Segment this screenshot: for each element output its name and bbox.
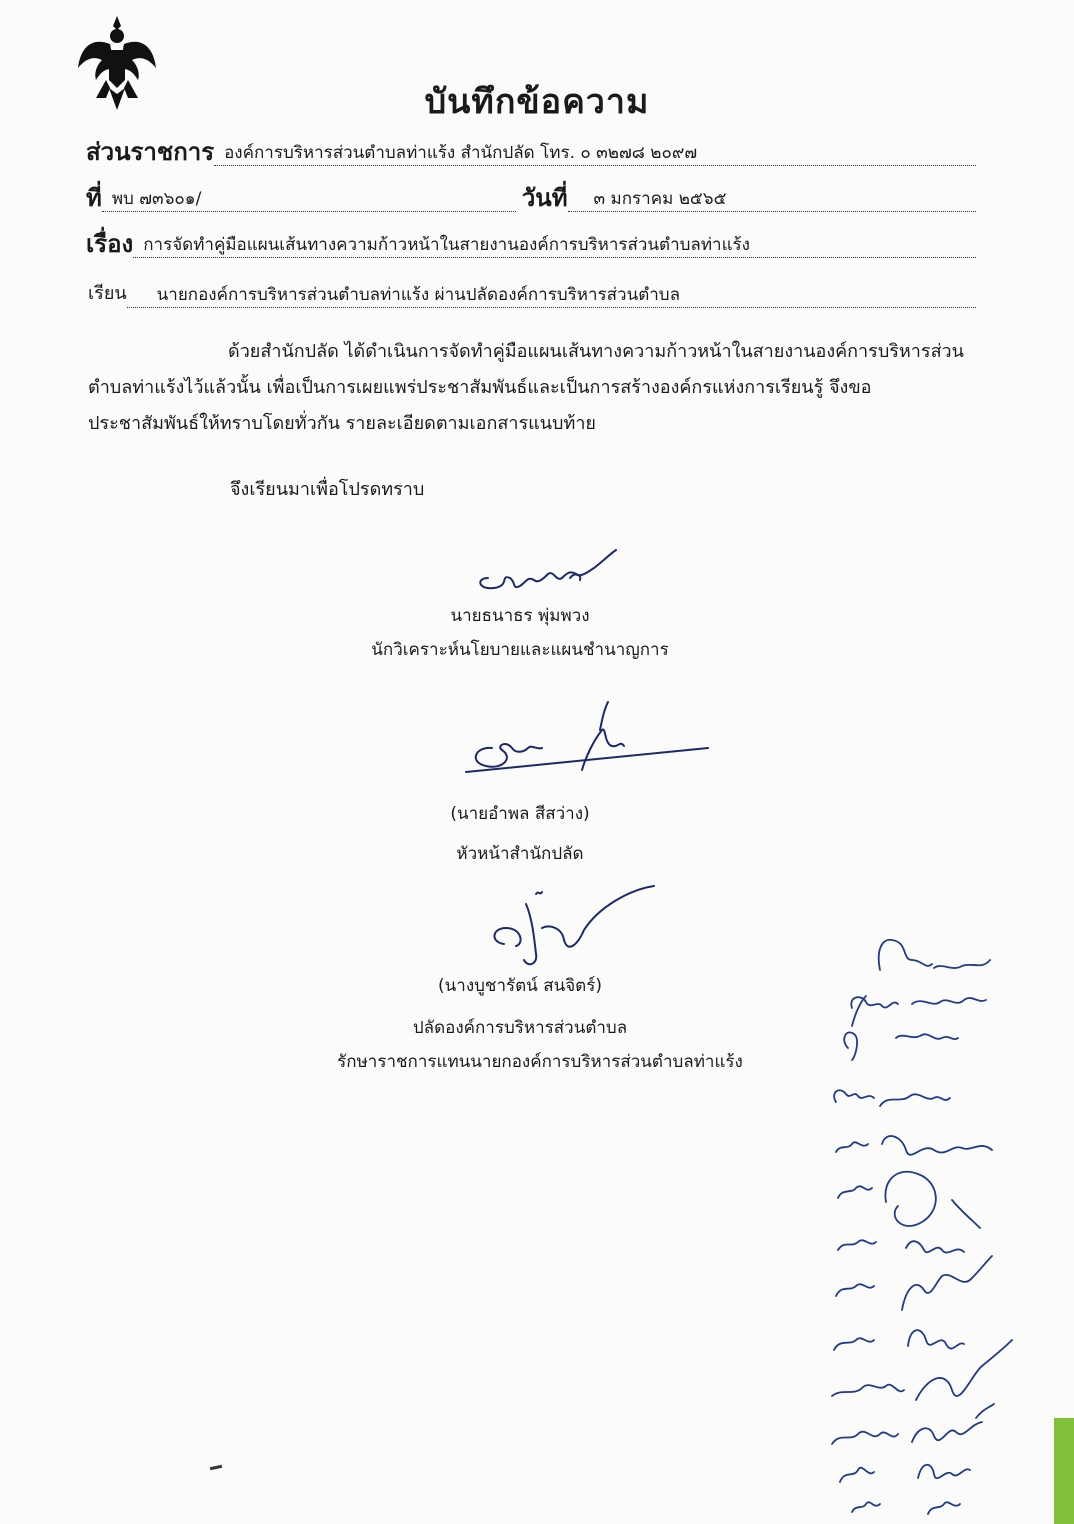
handwritten-acknowledgements xyxy=(822,930,1022,1520)
signatory-1-name: นายธนาธร พุ่มพวง xyxy=(450,606,590,626)
agency-value: องค์การบริหารส่วนตำบลท่าแร้ง สำนักปลัด โทร. ๐ ๓๒๗๘ ๒๐๙๗ xyxy=(214,142,976,166)
signature-2 xyxy=(462,700,712,784)
page-title: บันทึกข้อความ xyxy=(424,82,650,122)
signature-1 xyxy=(470,548,620,596)
subject-row xyxy=(86,230,976,258)
signatory-1-position: นักวิเคราะห์นโยบายและแผนชำนาญการ xyxy=(371,640,669,660)
ref-label: ที่ xyxy=(86,184,102,212)
subject-label: เรื่อง xyxy=(86,230,134,258)
agency-row xyxy=(86,138,976,166)
signatory-3-position: ปลัดองค์การบริหารส่วนตำบล xyxy=(412,1018,628,1038)
signatory-2-position: หัวหน้าสำนักปลัด xyxy=(456,844,584,864)
signature-3 xyxy=(488,884,658,972)
subject-value: การจัดทำคู่มือแผนเส้นทางความก้าวหน้าในสายงานองค์การบริหารส่วนตำบลท่าแร้ง xyxy=(133,234,976,258)
date-label: วันที่ xyxy=(521,184,568,212)
ref-date-row xyxy=(86,184,976,212)
signatory-3-name: (นางบูชารัตน์ สนจิตร์) xyxy=(438,976,602,996)
body-text: ด้วยสำนักปลัด ได้ดำเนินการจัดทำคู่มือแผนเส้นทางความก้าวหน้าในสายงานองค์การบริหารส่วนตำบลท่าแร้งไว้แล้วนั้น เพื่อเป็นการเผยแพร่ประชาสัมพันธ์และเป็นการสร้างองค์กรแห่งการเรียนรู้ จึงขอประชาสัมพันธ์ให้ทราบโดยทั่วกัน รายละเอียดตามเอกสารแนบท้าย xyxy=(88,341,964,434)
agency-label: ส่วนราชการ xyxy=(86,138,215,166)
to-label: เรียน xyxy=(88,283,127,304)
stray-mark xyxy=(210,1465,222,1470)
edge-stain xyxy=(1054,1418,1074,1524)
body-paragraph xyxy=(88,334,978,442)
signatory-2-name: (นายอำพล สีสว่าง) xyxy=(450,804,590,824)
date-value: ๓ มกราคม ๒๕๖๕ xyxy=(568,188,976,212)
signatory-3-position-2: รักษาราชการแทนนายกองค์การบริหารส่วนตำบลท่าแร้ง xyxy=(337,1052,743,1072)
to-value: นายกองค์การบริหารส่วนตำบลท่าแร้ง ผ่านปลัดองค์การบริหารส่วนตำบล xyxy=(127,284,976,308)
ref-value: พบ ๗๓๖๐๑/ xyxy=(102,188,516,212)
to-row xyxy=(88,280,976,308)
closing-line: จึงเรียนมาเพื่อโปรดทราบ xyxy=(230,479,425,500)
